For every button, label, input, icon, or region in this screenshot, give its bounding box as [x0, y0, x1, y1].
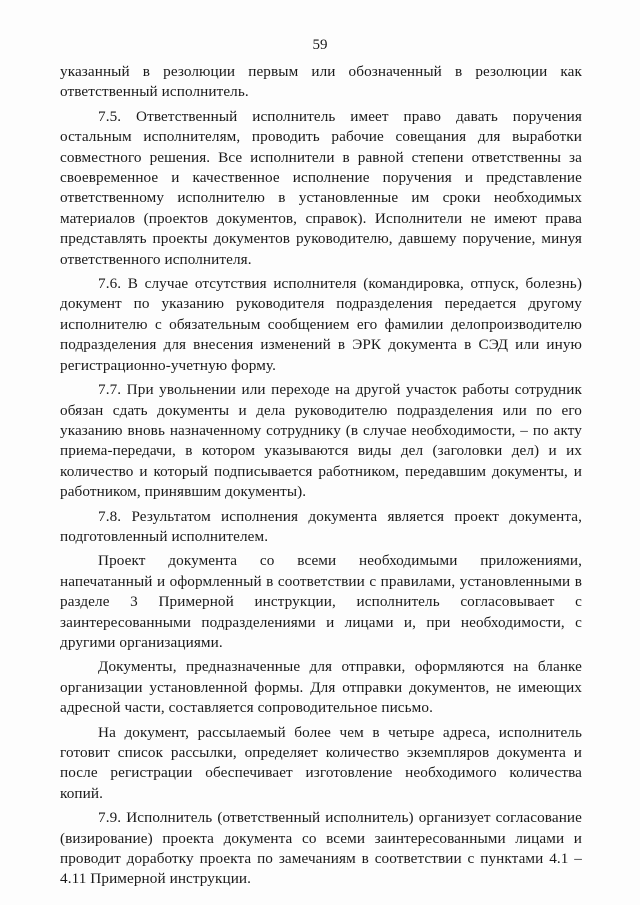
paragraph-distribution-list: На документ, рассылаемый более чем в четыре адреса, исполнитель готовит список рассылки, определяет количество экземпляров документа и после регистрации обеспечивает изготовление необходимого количества копий. — [60, 723, 582, 802]
document-body — [60, 62, 582, 890]
paragraph-7-8: 7.8. Результатом исполнения документа является проект документа, подготовленный исполнителем. — [60, 507, 582, 545]
paragraph-continuation: указанный в резолюции первым или обозначенный в резолюции как ответственный исполнитель. — [60, 63, 582, 101]
paragraph-7-5: 7.5. Ответственный исполнитель имеет право давать поручения остальным исполнителям, проводить рабочие совещания для выработки совместного решения. Все исполнители в равной степени ответственны за своевременное и качественное исполнение поручения и представление ответственному исполнителю в установленные им сроки необходимых материалов (проектов документов, справок). Исполнители не имеют права представлять проекты документов руководителю, давшему поручение, минуя ответственного исполнителя. — [60, 107, 582, 268]
page-number: 59 — [312, 37, 328, 53]
paragraph-documents-for-sending: Документы, предназначенные для отправки, оформляются на бланке организации установленной формы. Для отправки документов, не имеющих адресной части, составляется сопроводительное письмо. — [60, 658, 582, 717]
paragraph-7-6: 7.6. В случае отсутствия исполнителя (командировка, отпуск, болезнь) документ по указанию руководителя подразделения передается другому исполнителю с обязательным сообщением его фамилии делопроизводителю подразделения для внесения изменений в ЭРК документа в СЭД или иную регистрационно-учетную форму. — [60, 275, 582, 374]
paragraph-7-9: 7.9. Исполнитель (ответственный исполнитель) организует согласование (визирование) проекта документа со всеми заинтересованными лицами и проводит доработку проекта по замечаниям в соответствии с пунктами 4.1 – 4.11 Примерной инструкции. — [60, 809, 582, 888]
paragraph-project-document: Проект документа со всеми необходимыми приложениями, напечатанный и оформленный в соответствии с правилами, установленными в разделе 3 Примерной инструкции, исполнитель согласовывает с заинтересованными подразделениями и лицами и, при необходимости, с другими организациями. — [60, 552, 582, 651]
paragraph-7-7: 7.7. При увольнении или переходе на другой участок работы сотрудник обязан сдать документы и дела руководителю подразделения или по его указанию вновь назначенному сотруднику (в случае необходимости, – по акту приема-передачи, в котором указываются виды дел (заголовки дел) и их количество и который подписывается работником, передавшим документы, и работником, принявшим документы). — [60, 381, 582, 501]
